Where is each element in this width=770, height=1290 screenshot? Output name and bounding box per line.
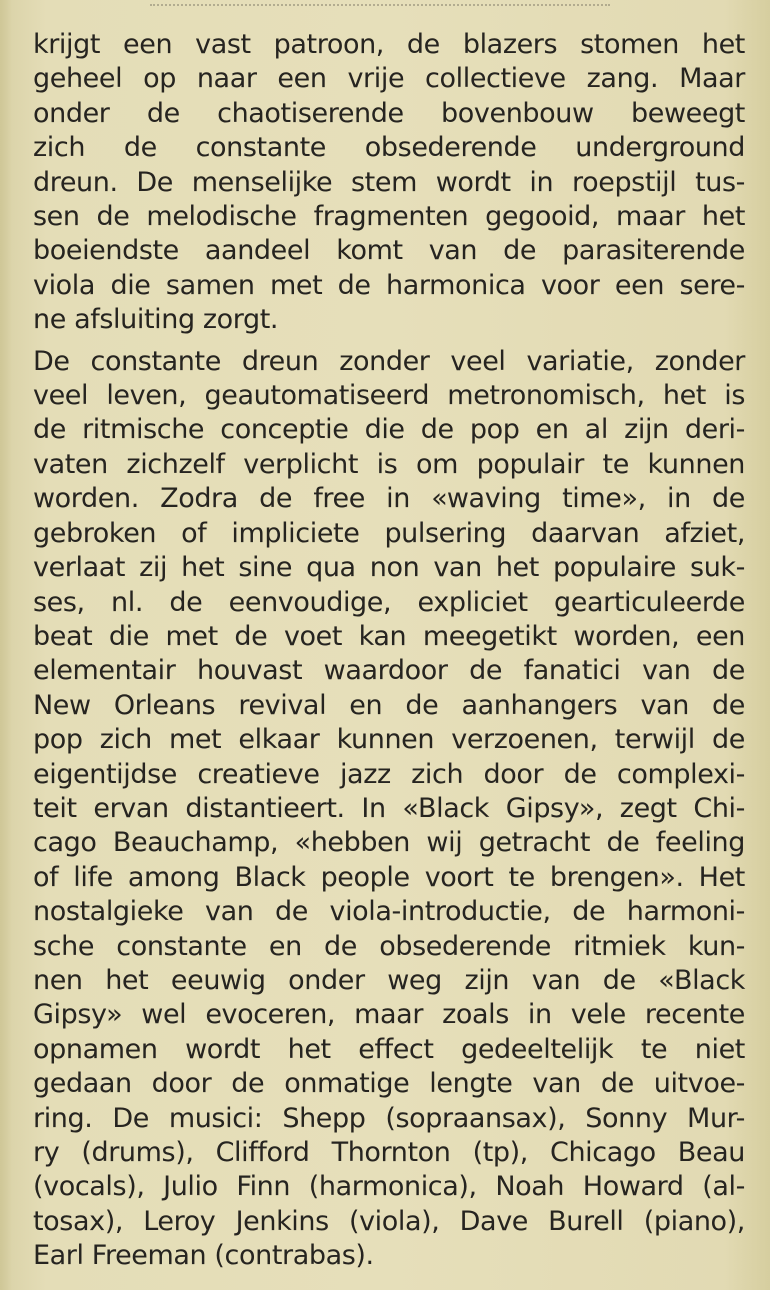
text-line: eigentijdse creatieve jazz zich door de complexi- (33, 758, 745, 790)
text-line: ne afsluiting zorgt. (33, 304, 279, 336)
text-line: (vocals), Julio Finn (harmonica), Noah Howard (al- (33, 1171, 745, 1203)
text-line: de ritmische conceptie die de pop en al zijn deri- (33, 414, 745, 446)
text-line: gedaan door de onmatige lengte van de uitvoe- (33, 1068, 745, 1100)
text-line: zich de constante obsederende underground (33, 132, 745, 164)
text-line: viola die samen met de harmonica voor een sere- (33, 269, 745, 301)
text-line: nostalgieke van de viola-introductie, de harmoni- (33, 896, 745, 928)
text-line: krijgt een vast patroon, de blazers stomen het (33, 29, 745, 60)
text-line: dreun. De menselijke stem wordt in roepstijl tus- (33, 166, 745, 198)
text-line: pop zich met elkaar kunnen verzoenen, terwijl de (33, 724, 745, 756)
text-line: ses, nl. de eenvoudige, expliciet gearticuleerde (33, 586, 745, 618)
paragraph-2 (33, 345, 745, 1274)
paper-edge-shadow (0, 0, 12, 1290)
text-line: sche constante en de obsederende ritmiek kun- (33, 930, 745, 962)
text-line: Gipsy» wel evoceren, maar zoals in vele recente (33, 999, 745, 1031)
text-line: teit ervan distantieert. In «Black Gipsy», zegt Chi- (33, 792, 745, 824)
text-line: ring. De musici: Shepp (sopraansax), Sonny Mur- (33, 1102, 745, 1134)
text-line: onder de chaotiserende bovenbouw beweegt (33, 97, 745, 129)
text-line: of life among Black people voort te brengen». Het (33, 861, 745, 893)
text-line: New Orleans revival en de aanhangers van de (33, 689, 745, 721)
text-line: verlaat zij het sine qua non van het populaire suk- (33, 552, 745, 584)
top-column-rule (150, 4, 610, 8)
text-line: Earl Freeman (contrabas). (33, 1240, 374, 1272)
text-line: nen het eeuwig onder weg zijn van de «Black (33, 964, 745, 996)
text-line: geheel op naar een vrije collectieve zang. Maar (33, 63, 745, 95)
text-line: opnamen wordt het effect gedeeltelijk te niet (33, 1033, 745, 1065)
text-line: sen de melodische fragmenten gegooid, maar het (33, 201, 745, 233)
article-body (33, 28, 745, 1274)
text-line: ry (drums), Clifford Thornton (tp), Chicago Beau (33, 1137, 745, 1168)
text-line: worden. Zodra de free in «waving time», in de (33, 483, 745, 515)
paragraph-1 (33, 28, 745, 338)
text-line: tosax), Leroy Jenkins (viola), Dave Burell (piano), (33, 1205, 745, 1237)
text-line: boeiendste aandeel komt van de parasiterende (33, 235, 745, 267)
text-line: veel leven, geautomatiseerd metronomisch, het is (33, 380, 745, 412)
text-line: beat die met de voet kan meegetikt worden, een (33, 620, 745, 652)
text-line: elementair houvast waardoor de fanatici van de (33, 655, 745, 687)
text-line: gebroken of impliciete pulsering daarvan afziet, (33, 517, 745, 549)
text-line: vaten zichzelf verplicht is om populair te kunnen (33, 448, 745, 480)
text-line: De constante dreun zonder veel variatie, zonder (33, 345, 745, 377)
text-line: cago Beauchamp, «hebben wij getracht de feeling (33, 827, 745, 859)
